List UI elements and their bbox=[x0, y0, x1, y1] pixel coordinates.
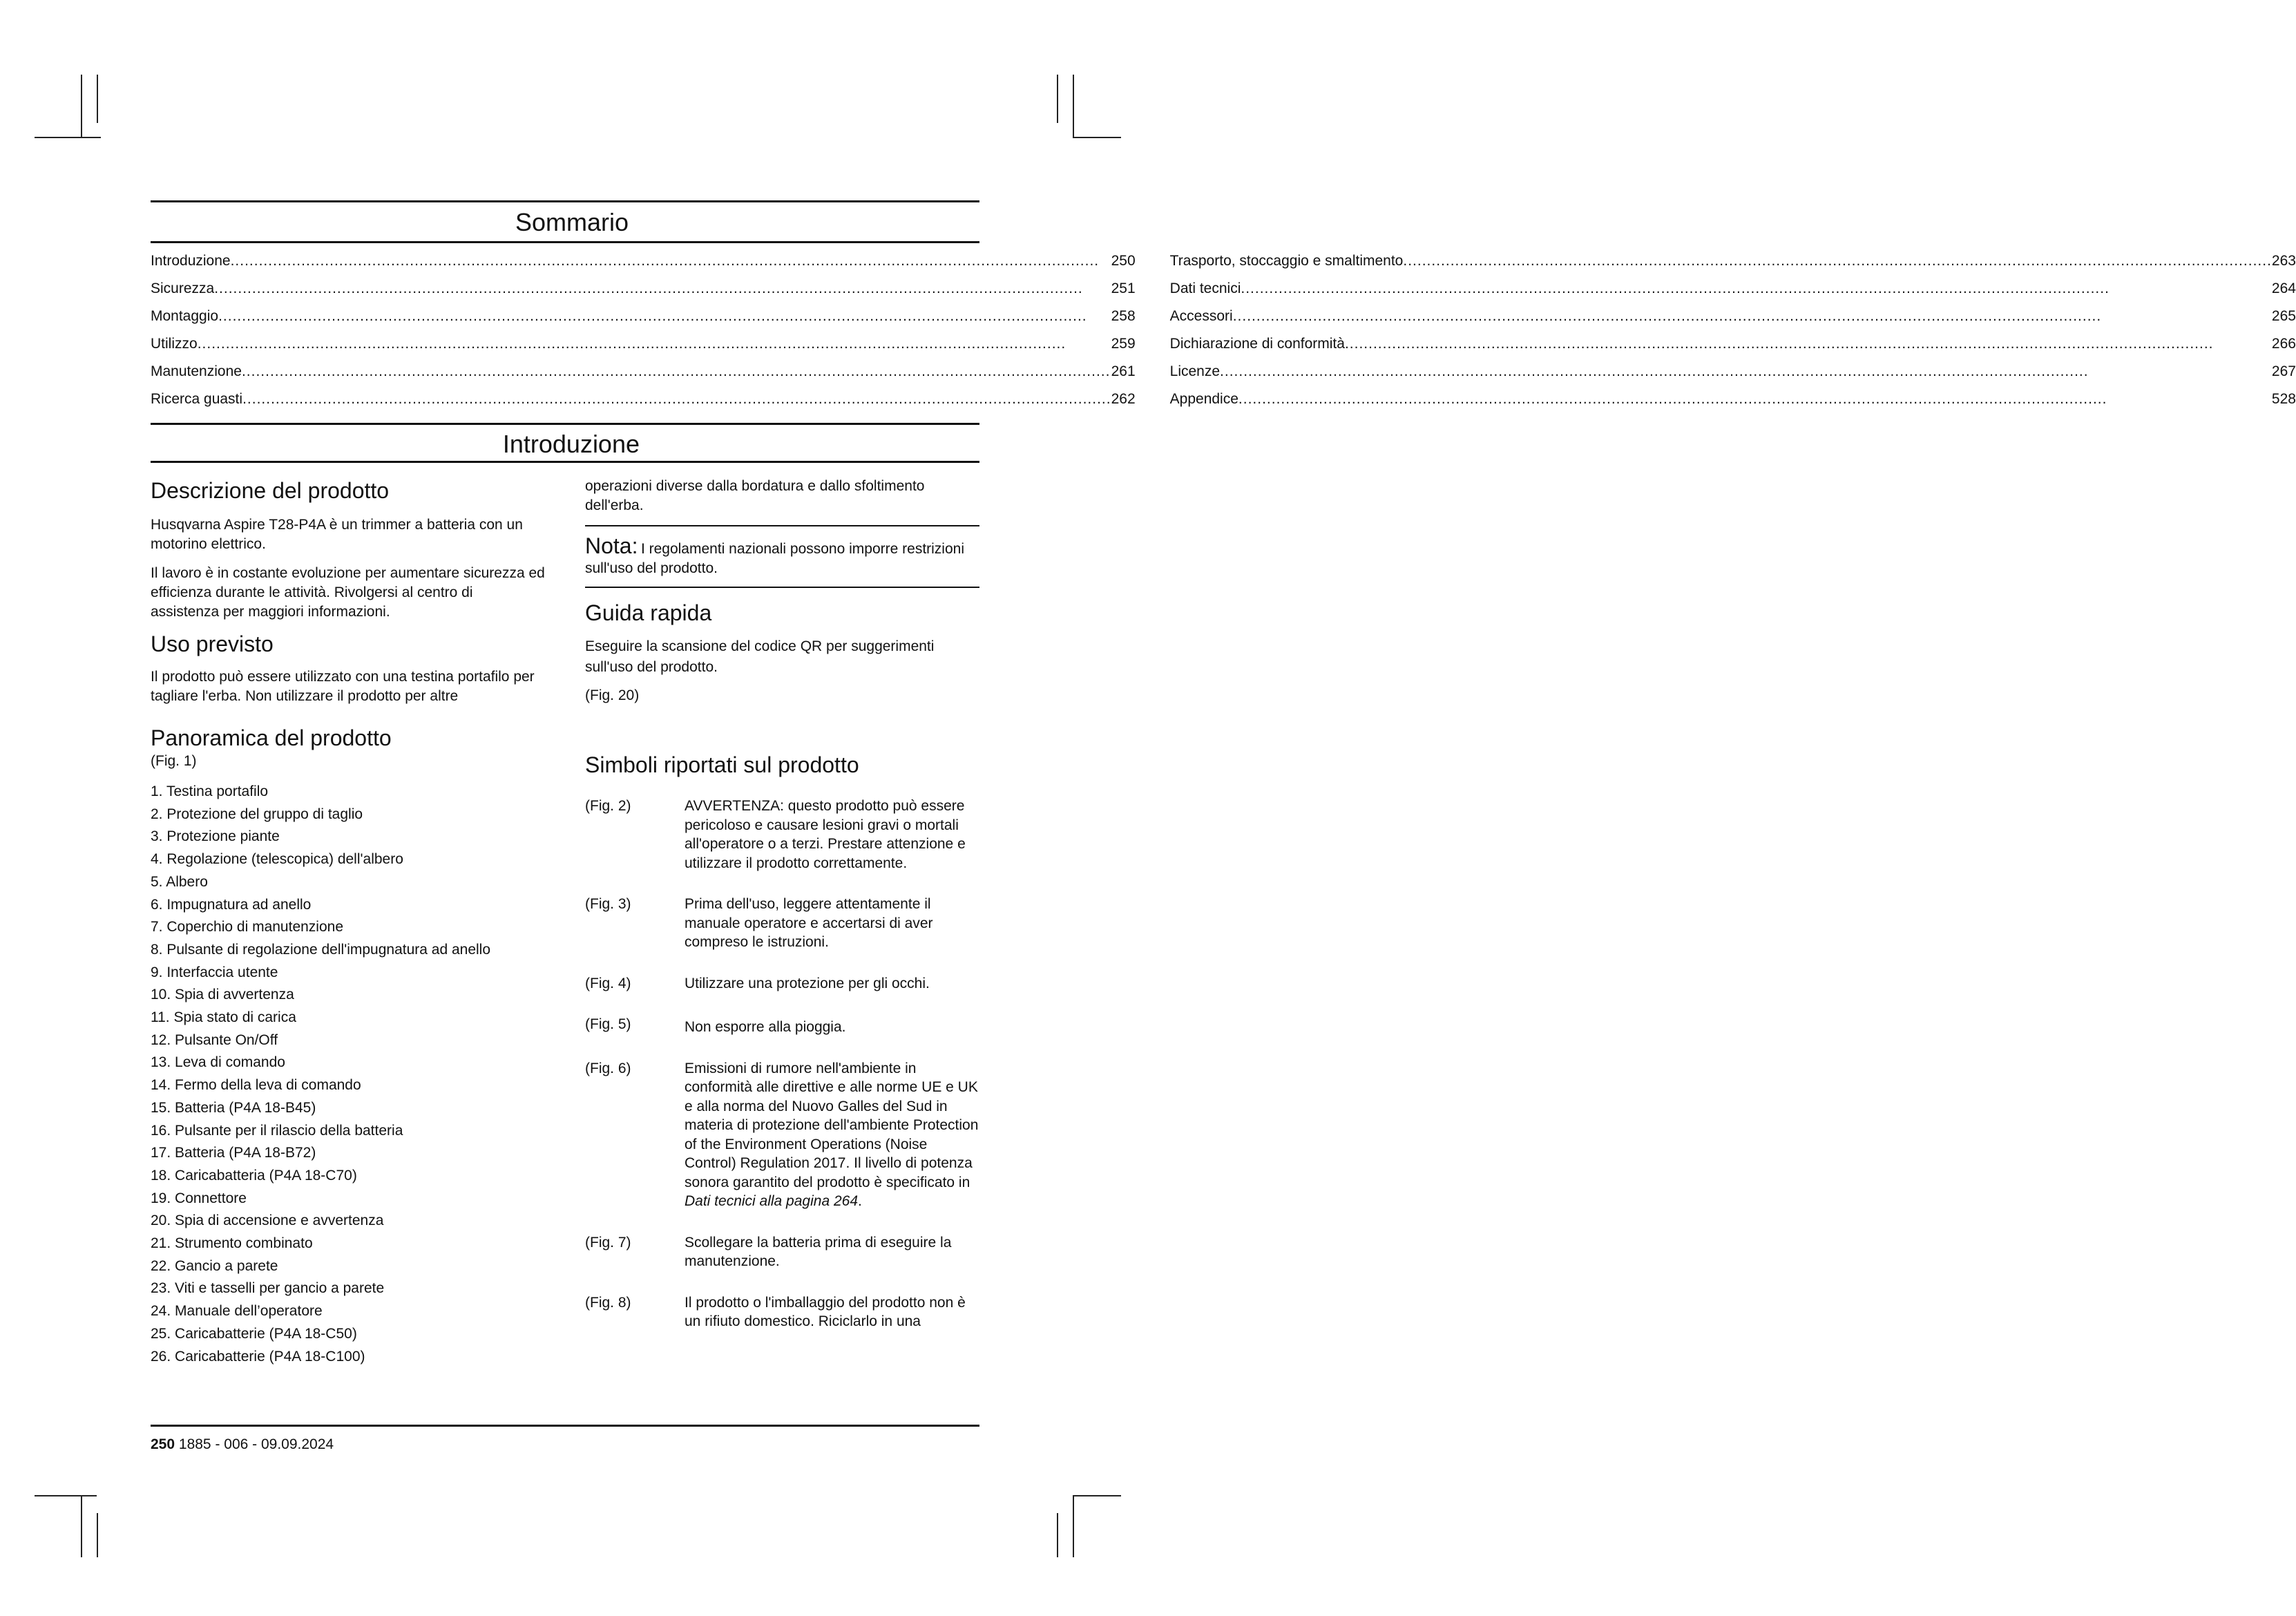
list-item: 21. Strumento combinato bbox=[151, 1235, 313, 1252]
heading-panoramica: Panoramica del prodotto bbox=[151, 725, 392, 750]
symbol-description: AVVERTENZA: questo prodotto può essere pericoloso e causare lesioni gravi o mortali all'operatore o a terzi. Prestare attenzione e utilizzare il prodotto correttamente. bbox=[685, 798, 966, 871]
list-item: 12. Pulsante On/Off bbox=[151, 1032, 278, 1048]
figure-reference: (Fig. 2) bbox=[585, 798, 631, 814]
figure-reference: (Fig. 20) bbox=[585, 687, 640, 703]
toc-entry[interactable]: Licenze ..... 267 bbox=[1170, 358, 2296, 386]
toc-entry[interactable]: Ricerca guasti ..... 262 bbox=[151, 386, 1136, 413]
crop-mark bbox=[35, 1495, 97, 1496]
toc-entry[interactable]: Sicurezza ..... 251 bbox=[151, 275, 1136, 303]
note-box bbox=[585, 525, 979, 588]
paragraph: Il lavoro è in costante evoluzione per aumentare sicurezza ed efficienza durante le attività. Rivolgersi al centro di assistenza per maggiori informazioni. bbox=[151, 565, 545, 620]
symbols-table bbox=[585, 797, 979, 1331]
toc-heading: Sommario bbox=[151, 202, 979, 243]
list-item: 7. Coperchio di manutenzione bbox=[151, 919, 344, 935]
list-item: 15. Batteria (P4A 18-B45) bbox=[151, 1099, 316, 1116]
list-item: 25. Caricabatterie (P4A 18-C50) bbox=[151, 1325, 357, 1342]
list-item: 1. Testina portafilo bbox=[151, 783, 269, 799]
figure-reference: (Fig. 6) bbox=[585, 1060, 631, 1076]
list-item: 6. Impugnatura ad anello bbox=[151, 896, 312, 913]
two-column-body bbox=[151, 477, 979, 1368]
toc-entry[interactable]: Appendice ..... 528 bbox=[1170, 386, 2296, 413]
list-item: 26. Caricabatterie (P4A 18-C100) bbox=[151, 1348, 365, 1365]
list-item: 14. Fermo della leva di comando bbox=[151, 1077, 361, 1094]
list-item: 18. Caricabatteria (P4A 18-C70) bbox=[151, 1167, 357, 1184]
parts-list bbox=[151, 781, 545, 1368]
list-item: 19. Connettore bbox=[151, 1190, 247, 1206]
crop-mark bbox=[97, 1513, 98, 1557]
symbol-row bbox=[585, 1233, 979, 1271]
crop-mark bbox=[1057, 1513, 1058, 1557]
figure-reference: (Fig. 7) bbox=[585, 1234, 631, 1251]
toc-column-right bbox=[1170, 247, 2296, 413]
list-item: 2. Protezione del gruppo di taglio bbox=[151, 806, 363, 822]
symbol-description: Emissioni di rumore nell'ambiente in conformità alle direttive e alle norme UE e UK e alla norma del Nuovo Galles del Sud in materia di protezione dell'ambiente Protection of the Environment Operations (Noise Control) Regulation 2017. Il livello di potenza sonora garantito del prodotto è specificato in Dati tecnici alla pagina 264. bbox=[685, 1060, 979, 1209]
list-item: 3. Protezione piante bbox=[151, 828, 280, 845]
table-of-contents bbox=[151, 247, 2296, 413]
toc-entry[interactable]: Montaggio ..... 258 bbox=[151, 303, 1136, 330]
list-item: 9. Interfaccia utente bbox=[151, 964, 278, 980]
symbol-row bbox=[585, 797, 979, 873]
symbol-description: Prima dell'uso, leggere attentamente il manuale operatore e accertarsi di aver compreso le istruzioni. bbox=[685, 896, 933, 950]
cross-reference-link[interactable]: Dati tecnici alla pagina 264 bbox=[685, 1193, 858, 1209]
crop-mark bbox=[81, 1495, 82, 1557]
symbol-row bbox=[585, 1059, 979, 1211]
list-item: 22. Gancio a parete bbox=[151, 1257, 278, 1274]
paragraph: Husqvarna Aspire T28-P4A è un trimmer a batteria con un motorino elettrico. bbox=[151, 517, 523, 552]
symbol-description: Il prodotto o l'imballaggio del prodotto non è un rifiuto domestico. Riciclarlo in una bbox=[685, 1294, 966, 1329]
toc-entry[interactable]: Dichiarazione di conformità ..... 266 bbox=[1170, 330, 2296, 358]
list-item: 13. Leva di comando bbox=[151, 1054, 285, 1071]
list-item: 24. Manuale dell’operatore bbox=[151, 1303, 323, 1320]
paragraph: operazioni diverse dalla bordatura e dallo sfoltimento dell'erba. bbox=[585, 478, 925, 513]
toc-entry[interactable]: Trasporto, stoccaggio e smaltimento ..... 263 bbox=[1170, 247, 2296, 275]
list-item: 17. Batteria (P4A 18-B72) bbox=[151, 1145, 316, 1161]
symbol-row bbox=[585, 1293, 979, 1331]
toc-entry[interactable]: Accessori ..... 265 bbox=[1170, 303, 2296, 330]
crop-mark bbox=[81, 75, 82, 137]
figure-reference: (Fig. 4) bbox=[585, 975, 631, 991]
figure-reference: (Fig. 5) bbox=[585, 1016, 631, 1032]
list-item: 8. Pulsante di regolazione dell'impugnatura ad anello bbox=[151, 941, 491, 958]
list-item: 5. Albero bbox=[151, 873, 208, 890]
paragraph: Eseguire la scansione del codice QR per suggerimenti sull'uso del prodotto. bbox=[585, 638, 935, 675]
paragraph: Il prodotto può essere utilizzato con una testina portafilo per tagliare l'erba. Non utilizzare il prodotto per altre bbox=[151, 669, 535, 704]
section-heading-introduzione: Introduzione bbox=[151, 425, 979, 463]
right-column bbox=[585, 477, 979, 1368]
note-text: I regolamenti nazionali possono imporre restrizioni sull'uso del prodotto. bbox=[585, 541, 964, 576]
symbol-row bbox=[585, 974, 979, 994]
page-content bbox=[151, 200, 2296, 1368]
list-item: 10. Spia di avvertenza bbox=[151, 987, 294, 1003]
symbol-row bbox=[585, 895, 979, 952]
list-item: 11. Spia stato di carica bbox=[151, 1009, 296, 1026]
page-footer bbox=[151, 1425, 979, 1453]
list-item: 16. Pulsante per il rilascio della batteria bbox=[151, 1122, 403, 1139]
figure-reference: (Fig. 1) bbox=[151, 753, 197, 769]
crop-mark bbox=[1073, 1495, 1074, 1557]
heading-uso-previsto: Uso previsto bbox=[151, 631, 274, 656]
left-column bbox=[151, 477, 545, 1368]
figure-reference: (Fig. 8) bbox=[585, 1294, 631, 1311]
crop-mark bbox=[1073, 1495, 1121, 1496]
crop-mark bbox=[1073, 75, 1074, 137]
symbol-description: Utilizzare una protezione per gli occhi. bbox=[685, 975, 930, 991]
crop-mark bbox=[1057, 75, 1058, 123]
toc-column-left bbox=[151, 247, 1136, 413]
symbol-description: Scollegare la batteria prima di eseguire la manutenzione. bbox=[685, 1234, 952, 1269]
heading-descrizione: Descrizione del prodotto bbox=[151, 478, 390, 503]
toc-entry[interactable]: Manutenzione ..... 261 bbox=[151, 358, 1136, 386]
list-item: 20. Spia di accensione e avvertenza bbox=[151, 1213, 384, 1229]
toc-entry[interactable]: Introduzione ..... 250 bbox=[151, 247, 1136, 275]
heading-guida-rapida: Guida rapida bbox=[585, 600, 712, 625]
crop-mark bbox=[35, 137, 101, 138]
list-item: 4. Regolazione (telescopica) dell'albero bbox=[151, 851, 403, 868]
crop-mark bbox=[97, 75, 98, 123]
symbol-row bbox=[585, 1015, 979, 1037]
toc-entry[interactable]: Dati tecnici ..... 264 bbox=[1170, 275, 2296, 303]
heading-simboli: Simboli riportati sul prodotto bbox=[585, 752, 859, 777]
symbol-description: Non esporre alla pioggia. bbox=[685, 1019, 846, 1035]
toc-entry[interactable]: Utilizzo ..... 259 bbox=[151, 330, 1136, 358]
figure-reference: (Fig. 3) bbox=[585, 896, 631, 912]
crop-mark bbox=[1073, 137, 1121, 138]
list-item: 23. Viti e tasselli per gancio a parete bbox=[151, 1280, 385, 1297]
note-label: Nota: bbox=[585, 533, 638, 558]
document-id: 1885 - 006 - 09.09.2024 bbox=[178, 1436, 334, 1452]
page-number: 250 bbox=[151, 1436, 175, 1452]
